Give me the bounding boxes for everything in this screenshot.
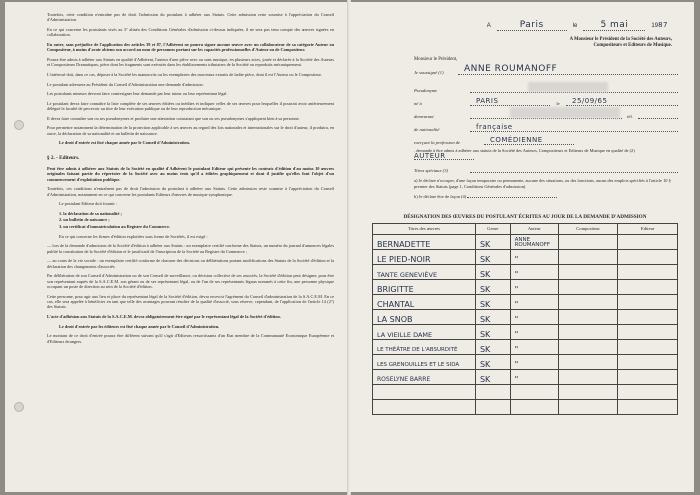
paragraph: Le montant de ce droit d'entrée pourra être différent suivant qu'il s'agit d'Editeurs ressortissants d'un Etat membre de la Communauté Economique Européenne et d'Editeurs étrangers. — [47, 333, 334, 344]
paragraph: Le postulant devra faire connaître la liste complète de ses œuvres éditées ou inédites et indiquer celles de ses œuvres pour lesquelles il pourrait avoir antérieurement délégué la faculté de percevoir au titre de leur exécution publique ou de leur reproduction mécanique. — [47, 100, 334, 112]
work-auteur: " — [510, 339, 558, 354]
paragraph: — lors de la demande d'admission de la Société d'édition à adhérer aux Statuts : un exemplaire certifié conforme des Statuts, un numéro du journal d'annonces légales publié la constitution de la Société d'édition et le justificatif de l'inscription de la Société au Registre du Commerce ; — [47, 243, 334, 254]
soussigne-label: Je soussigné (1) — [414, 70, 444, 75]
table-header-row — [373, 223, 678, 234]
paragraph: Par délibération de son Conseil d'Administration ou de son Conseil de surveillance, ou décision collective de ses associés, la Société d'édition peut désigner, pour être son représentant auprès de la S.A.C.E.M. son gérant ou de ses représentant légal, ou de l'un de ses représentants légaux nommés à cette fin, une personne physique occupant un poste de direction au sein de la Société d'édition. — [47, 273, 334, 289]
header-title: Titres des œuvres — [373, 223, 476, 234]
work-genre: SK — [475, 234, 510, 249]
option-b: b) Je déclare être de façon (4) — [414, 194, 678, 200]
header-auteur: Auteur — [510, 223, 558, 234]
salutation: Monsieur le Président, — [414, 57, 458, 62]
date-le: le — [572, 23, 578, 29]
sacem-note: L'acte d'adhésion aux Statuts de la S.A.C.E.M. devra obligatoirement être signé par le représentant légal de la Société d'édition. — [47, 313, 281, 319]
punch-hole — [14, 402, 24, 412]
identity-fields — [414, 83, 678, 145]
work-genre: SK — [475, 279, 510, 294]
work-title: LES GRENOUILLES ET LE SIDA — [373, 354, 476, 369]
table-row — [373, 354, 678, 369]
qualite-value: AUTEUR — [414, 151, 446, 160]
date-place: Paris — [519, 20, 544, 30]
option-a: a) Je déclare n'occuper, d'une façon temporaire ou permanente, aucune des situations, ou des fonctions, aucun des emplois spécifiés à l'article 10 § premier des Statuts (page 1, Conditions Générales d'admission). — [414, 178, 671, 189]
work-genre: SK — [475, 354, 510, 369]
table-row — [373, 309, 678, 324]
punch-hole — [14, 120, 24, 130]
list-item: 2. un bulletin de naissance ; — [59, 217, 110, 223]
table-row — [373, 234, 678, 249]
addressee-line: Compositeurs et Editeurs de Musique. — [593, 43, 672, 48]
addressee-line: A Monsieur le Président de la Société des Auteurs, — [569, 37, 672, 42]
date-prefix: A — [486, 23, 491, 29]
header-editeur: Editeur — [618, 223, 678, 234]
list-item: 1. la déclaration de sa nationalité ; — [59, 210, 122, 216]
paragraph: Toutefois, ces conditions n'entraînent pas de droit l'admission du postulant à adhérer aux Statuts. Cette admission reste soumise à l'appréciation du Conseil d'Administration, notamment en ce qui concerne les postulants Editeurs d'œuvres de musique symphonique. — [47, 186, 334, 197]
addressee — [372, 37, 672, 49]
paragraph: Le postulant adressera au Président du Conseil d'Administration une demande d'admission. — [47, 81, 204, 87]
work-title: BRIGITTE — [373, 279, 476, 294]
header-compositeur: Compositeur — [558, 223, 618, 234]
fee-note: Le droit d'entrée est fixé chaque année par le Conseil d'Administration. — [59, 140, 191, 146]
paragraph: En outre, sans préjudice de l'application des articles 39 et 87, l'Adhérent ne pourra signer aucune œuvre avec un collaborateur de sa catégorie Auteur ou Compositeur, à moins d'avoir obtenu son accord au nom de personnes portant sur les capacités professionnelles d'Auteur ou de Compositeur. — [47, 42, 334, 53]
work-title: CHANTAL — [373, 294, 476, 309]
paragraph: En ce qui concerne les firmes d'édition exploitées sous forme de Sociétés, il est exigé : — [59, 233, 208, 239]
redaction — [510, 107, 620, 118]
work-genre — [475, 384, 510, 399]
field-address: demeurant tél. — [414, 109, 678, 119]
work-auteur: " — [510, 279, 558, 294]
field-pseudonyme: Pseudonyme — [414, 83, 678, 93]
work-auteur: " — [510, 369, 558, 384]
table-row — [373, 294, 678, 309]
table-row — [373, 324, 678, 339]
paragraph: Pour permettre notamment la détermination de la protection applicable à ses œuvres au regard des lois nationales et internationales sur le droit d'auteur, il produira, en outre, la déclaration de sa nationalité et un bulletin de naissance. — [47, 125, 334, 136]
work-auteur: " — [510, 354, 558, 369]
field-titres: Titres spéciaux (3) — [414, 163, 678, 173]
work-genre: SK — [475, 309, 510, 324]
paragraph: Pourra être admis à adhérer aux Statuts en qualité d'Adhérent, l'auteur d'une pièce avec ou sans musique, en plusieurs actes, jouée et déclarée à la Société des Auteurs et Compositeurs Dramatiques, pièce dont les fragments sont exécutés dans les établissements tributaires de la Société ou reproduits mécaniquement. — [47, 57, 334, 68]
works-table — [372, 223, 678, 415]
field-nationality: de nationalité française — [414, 122, 678, 132]
work-genre: SK — [475, 339, 510, 354]
paragraph: L'intéressé doit, dans ce cas, déposer à la Société les manuscrits ou les exemplaires des morceaux extraits de ladite pièce, dont il est l'Auteur ou le Compositeur. — [47, 72, 322, 77]
work-title: LE PIED-NOIR — [373, 249, 476, 264]
work-title: LA SNOB — [373, 309, 476, 324]
header-genre: Genre — [475, 223, 510, 234]
soussigne-row — [414, 65, 678, 75]
table-title: DÉSIGNATION DES ŒUVRES DU POSTULANT ÉCRITES AU JOUR DE LA DEMANDE D'ADMISSION — [403, 213, 647, 220]
left-page — [5, 2, 348, 492]
redaction — [528, 82, 608, 92]
work-title: LA VIEILLE DAME — [373, 324, 476, 339]
table-row — [373, 249, 678, 264]
admission-request: , demande à être admis à adhérer aux statuts de la Société des Auteurs, Compositeurs et Editeurs de Musique en qualité de (2) AUTEUR — [414, 148, 635, 160]
date-year: 87 — [658, 21, 668, 29]
work-title: TANTE GENEVIÈVE — [373, 264, 476, 279]
work-title: LE THÉÂTRE DE L'ABSURDITÉ — [373, 339, 476, 354]
work-title: BERNADETTE — [373, 234, 476, 249]
paragraph: Les postulants mineurs devront faire contresigner leur demande par leur tuteur ou leur représentant légal. — [47, 91, 228, 97]
table-row — [373, 279, 678, 294]
table-row — [373, 369, 678, 384]
table-row — [373, 264, 678, 279]
work-genre: SK — [475, 249, 510, 264]
paragraph: Toutefois, cette condition n'entraîne pas de droit l'admission du postulant à adhérer aux Statuts. Cette admission reste soumise à l'appréciation du Conseil d'Administration. — [47, 12, 334, 23]
work-genre: SK — [475, 369, 510, 384]
work-title: ROSELYNE BARRE — [373, 369, 476, 384]
work-title — [373, 399, 476, 414]
field-birthplace: né à PARIS le 25/09/65 — [414, 96, 678, 106]
work-genre — [475, 399, 510, 414]
paragraph: Le postulant Editeur doit fournir : — [59, 201, 118, 207]
table-row — [373, 384, 678, 399]
requirements-list — [59, 211, 334, 231]
work-genre: SK — [475, 294, 510, 309]
work-auteur: ANNE ROUMANOFF — [510, 234, 558, 249]
applicant-name: ANNE ROUMANOFF — [464, 64, 558, 74]
work-auteur — [510, 399, 558, 414]
right-page — [350, 2, 694, 492]
work-genre: SK — [475, 324, 510, 339]
paragraph: Il devra faire connaître son ou ses pseudonymes et produire une attestation constatant que son ou ses pseudonymes s'appliquent bien à sa personne. — [47, 115, 300, 121]
work-title — [373, 384, 476, 399]
list-item: 3. un certificat d'immatriculation au Registre du Commerce. — [59, 223, 170, 229]
table-row — [373, 339, 678, 354]
date-line — [372, 20, 668, 31]
date-day-month: 5 mai — [600, 20, 629, 30]
paragraph: Peut être admis à adhérer aux Statuts de la Société en qualité d'Adhérent le postulant Editeur qui présente les contrats d'édition d'au moins 10 œuvres originales faisant partie du répertoire de la Société avec au moins trois qu'il a éditées graphiquement et dont il justifie qu'elles font l'objet d'un commencement d'exploitation publique. — [47, 165, 334, 182]
work-auteur: " — [510, 324, 558, 339]
paragraph: En ce qui concerne les postulants visés au 3° alinéa des Conditions Générales d'admission ci-dessus indiquées, il ne sera pas tenu compte des œuvres signées en collaboration. — [47, 27, 334, 38]
year-prefix: 19 — [651, 23, 659, 29]
paragraph: — au cours de la vie sociale : un exemplaire certifié conforme de chacune des décisions ou délibérations portant modifications des Statuts de la Société d'édition et la déclaration des changements d'associés. — [47, 258, 334, 269]
section-title: § 2. - Editeurs. — [47, 154, 80, 161]
work-auteur: " — [510, 249, 558, 264]
fee-note: Le droit d'entrée par les éditeurs est fixé chaque année par le Conseil d'Administration. — [59, 323, 220, 329]
work-auteur — [510, 384, 558, 399]
field-profession: exerçant la profession de COMÉDIENNE — [414, 135, 678, 145]
work-auteur: " — [510, 294, 558, 309]
paragraph: Cette personne, pour agir aux lieu et place du représentant légal de la Société d'édition, devra recevoir l'agrément du Conseil d'administration de la S.A.C.E.M. En ce cas, elle sera appelée à bénéficier en tant que telle des avantages pouvant résulter de la qualité d'associé, sous réserve, cependant, de l'application de l'article 14 (2°) des Statuts. — [47, 293, 334, 310]
table-row — [373, 399, 678, 414]
work-genre: SK — [475, 264, 510, 279]
work-auteur: " — [510, 264, 558, 279]
work-auteur: " — [510, 309, 558, 324]
